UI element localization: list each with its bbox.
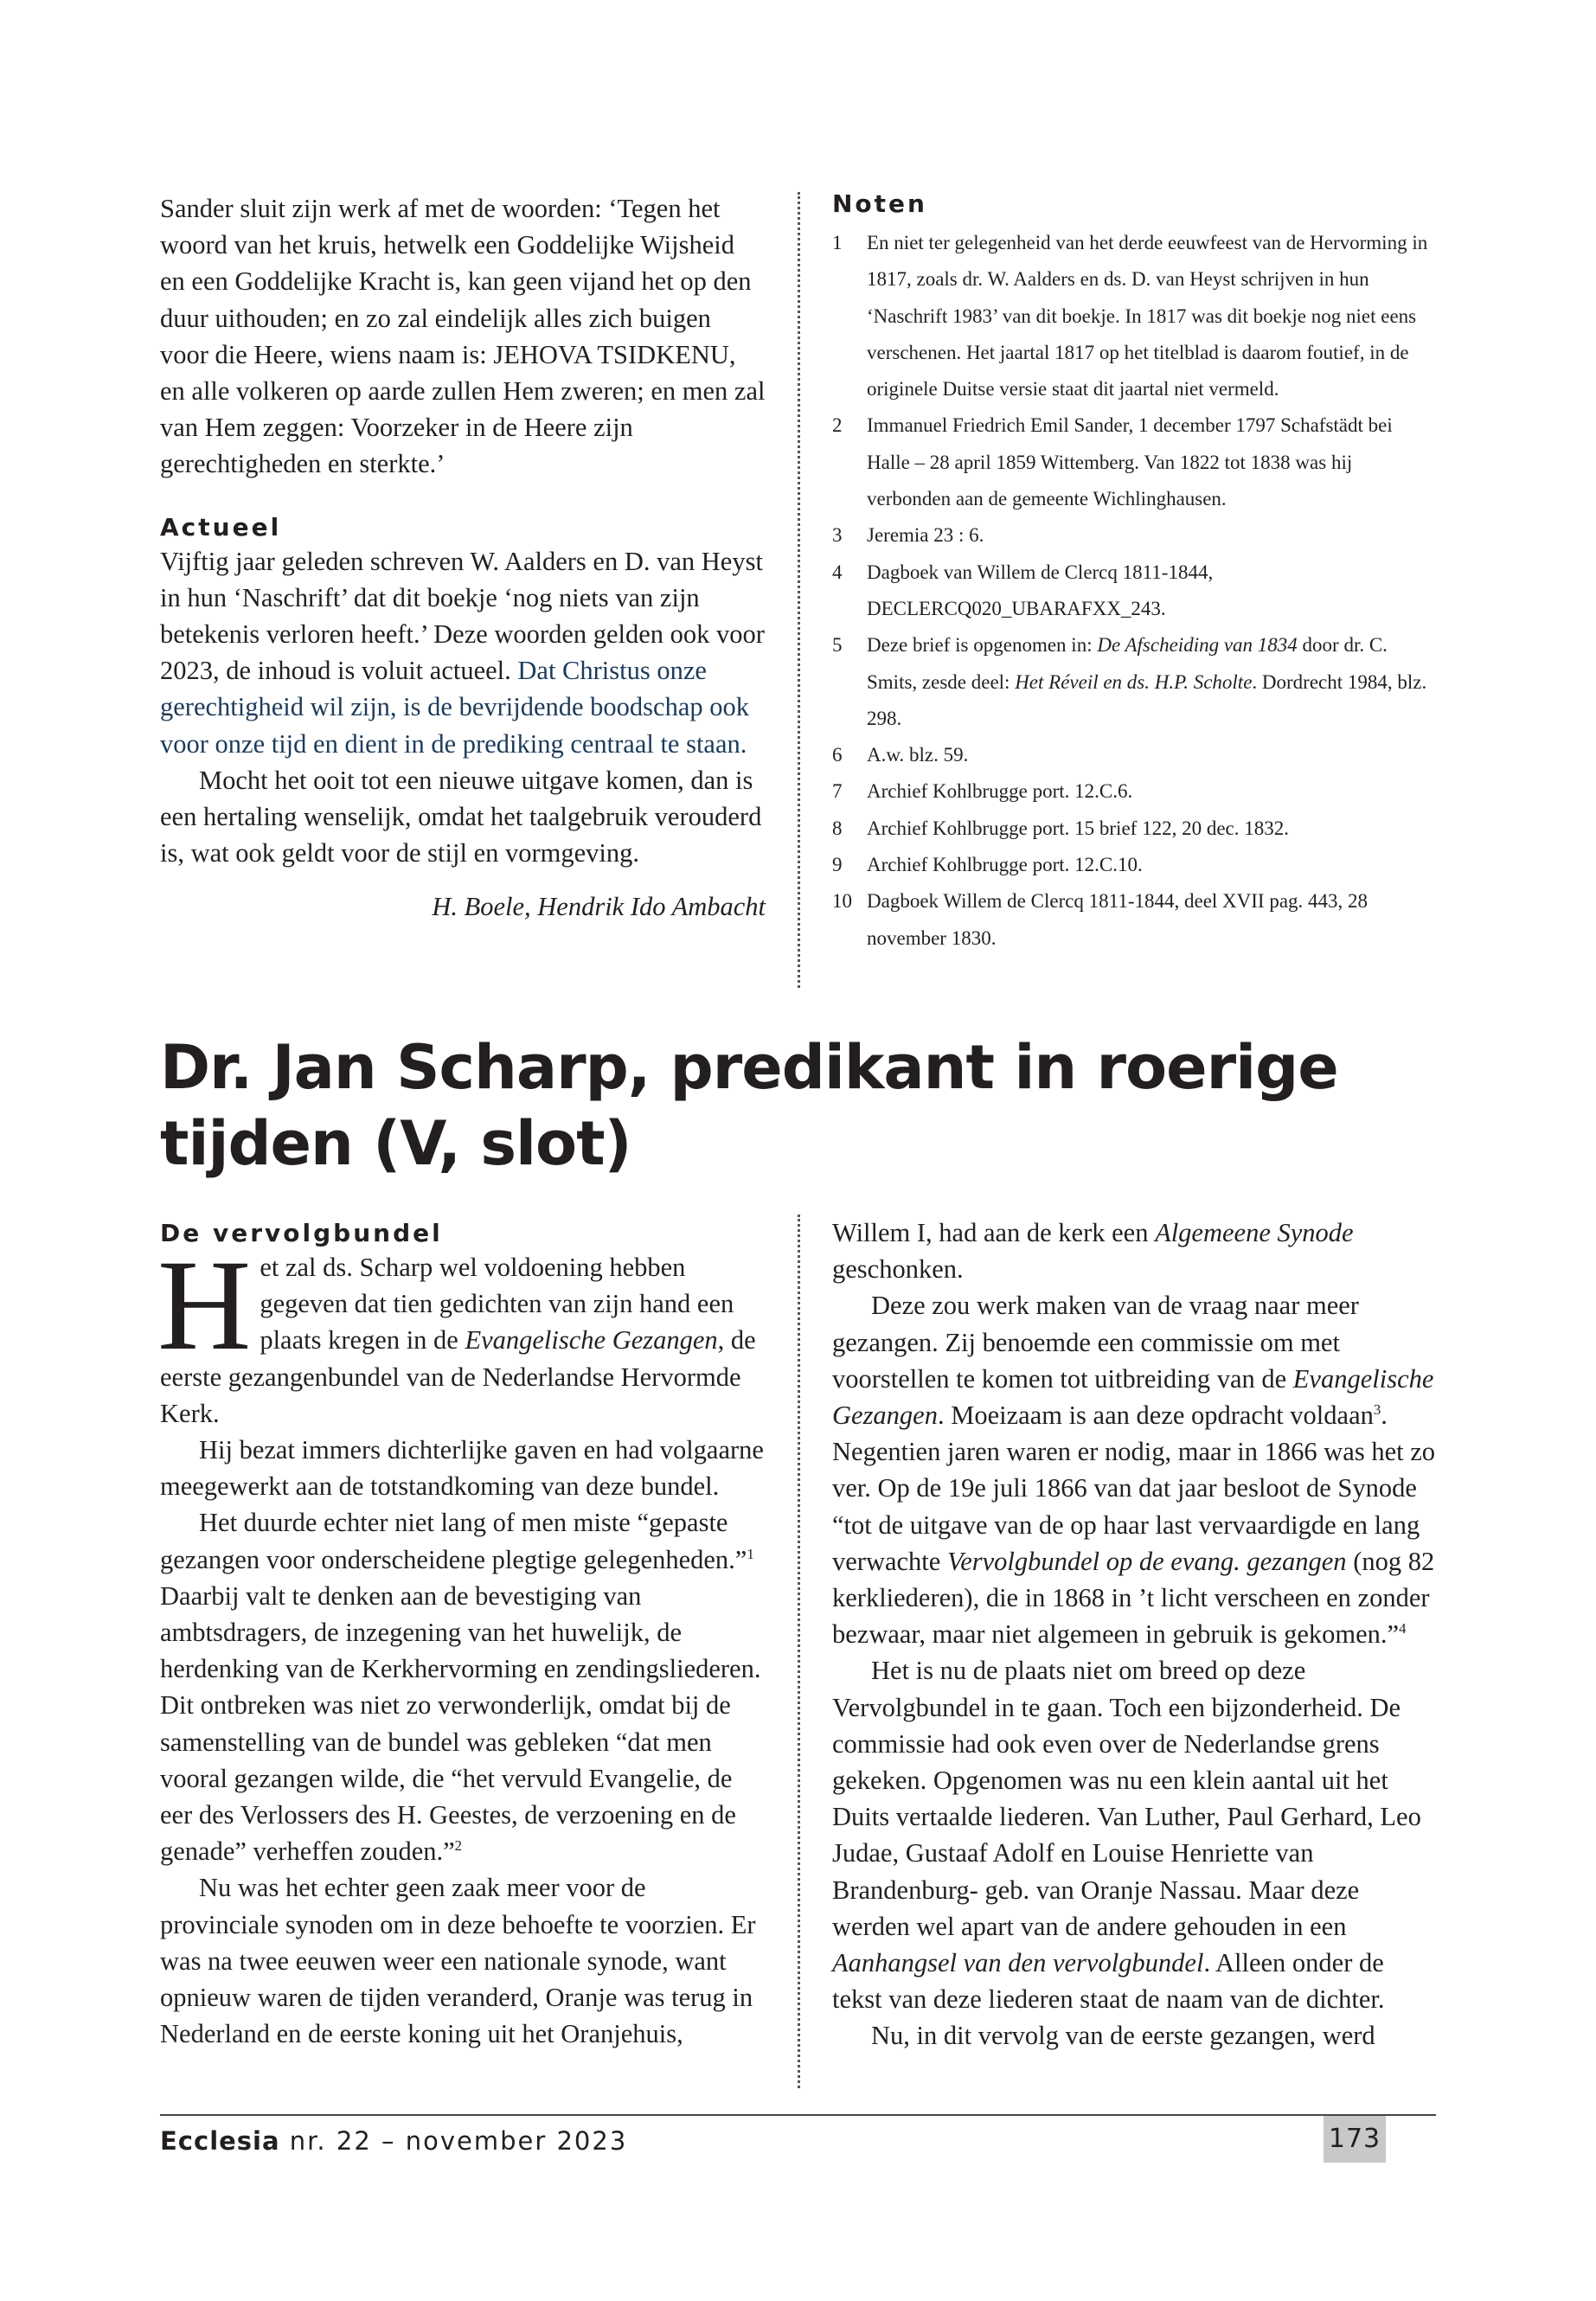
note-item: 2 Immanuel Friedrich Emil Sander, 1 december 1797 Schafstädt bei Halle – 28 april 1859 Wittemberg. Van 1822 tot 1838 was hij verbonden aan de gemeente Wichlinghausen. [832, 414, 1393, 510]
column-divider-top [798, 192, 800, 988]
note-item: 1 En niet ter gelegenheid van het derde eeuwfeest van de Hervorming in 1817, zoals dr. W. Aalders en ds. D. van Heyst schrijven in hun ‘Naschrift 1983’ van dit boekje. In 1817 was dit boekje nog niet eens verschenen. Het jaartal 1817 op het titelblad is daarom foutief, in de originele Duitse versie staat dit jaartal niet vermeld. [832, 232, 1428, 401]
footer-issue-info [160, 2126, 627, 2156]
note-item: 10 Dagboek Willem de Clercq 1811-1844, deel XVII pag. 443, 28 november 1830. [832, 890, 1368, 949]
footnote-ref[interactable]: 3 [1373, 1400, 1381, 1418]
paragraph: Deze zou werk maken van de vraag naar meer gezangen. Zij benoemde een commissie om met voorstellen te komen tot uitbreiding van de Evangelische Gezangen. Moeizaam is aan deze opdracht voldaan$^3$. Negentien jaren waren er nodig, maar in 1866 was het zo ver. Op de 19e juli 1866 van dat jaar besloot de Synode “tot de uitgave van de op haar last vervaardigde en lang verwachte Vervolgbundel op de evang. gezangen (nog 82 kerkliederen), die in 1868 in ’t licht verscheen en zonder bezwaar, maar niet algemeen in gebruik is gekomen.”$^4$ [832, 1291, 1436, 1650]
note-item: 6 A.w. blz. 59. [832, 744, 969, 766]
footnote-ref[interactable]: 1 [747, 1545, 754, 1562]
footnote-ref[interactable]: 4 [1399, 1620, 1407, 1638]
note-item: 8 Archief Kohlbrugge port. 15 brief 122, 20 dec. 1832. [832, 817, 1289, 839]
closing-paragraph: Sander sluit zijn werk af met de woorden: ‘Tegen het woord van het kruis, hetwelk een Goddelijke Wijsheid en een Goddelijke Kracht is, kan geen vijand het op den duur uithouden; en zo zal eindelijk alles zich buigen voor die Heere, wiens naam is: JEHOVA TSIDKENU, en alle volkeren op aarde zullen Hem zweren; en men zal van Hem zeggen: Voorzeker in de Heere zijn gerechtigheden en sterkte.’ [160, 194, 766, 479]
drop-cap: H [157, 1234, 252, 1377]
note-item: 4 Dagboek van Willem de Clercq 1811-1844, DECLERCQ020_UBARAFXX_243. [832, 561, 1214, 619]
notes-heading: Noten [832, 189, 927, 218]
highlighted-text[interactable]: Dat Christus onze gerechtigheid wil zijn, is de bevrijdende boodschap ook voor onze tijd en dient in de prediking centraal te staan. [160, 656, 749, 759]
paragraph: Het duurde echter niet lang of men miste “gepaste gezangen voor onderscheidene plegtige gelegenheden.”$^1$ Daarbij valt te denken aan de bevestiging van ambtsdragers, de inzegening van het huwelijk, de herdenking van de Kerkhervorming en zendingsliederen. Dit ontbreken was niet zo verwonderlijk, omdat bij de samenstelling van de bundel was gebleken “dat men vooral gezangen wilde, die “het vervuld Evangelie, de eer des Verlossers des H. Geestes, de verzoening en de genade” verheffen zouden.”$^2$ [160, 1508, 761, 1867]
issue-info: nr. 22 – november 2023 [279, 2126, 628, 2156]
paragraph: Nu was het echter geen zaak meer voor de provinciale synoden om in deze behoefte te voorzien. Er was na twee eeuwen weer een nationale synode, want opnieuw waren de tijden veranderd, Oranje was terug in Nederland en de eerste koning uit het Oranjehuis, [160, 1873, 756, 2049]
section-heading-actueel: Actueel [160, 512, 282, 542]
paragraph: Hij bezat immers dichterlijke gaven en had volgaarne meegewerkt aan de totstandkoming van deze bundel. [160, 1435, 764, 1502]
magazine-name: Ecclesia [160, 2126, 280, 2156]
article-column-left [157, 1215, 764, 2052]
paragraph: Willem I, had aan de kerk een Algemeene Synode geschonken. [832, 1218, 1354, 1285]
footer-rule [160, 2114, 1436, 2116]
article-title: Dr. Jan Scharp, predikant in roerige tijden (V, slot) [160, 1032, 1338, 1179]
footnote-ref[interactable]: 2 [454, 1837, 463, 1855]
rewrite-paragraph: Mocht het ooit tot een nieuwe uitgave komen, dan is een hertaling wenselijk, omdat het taalgebruik verouderd is, wat ook geldt voor de stijl en vormgeving. [160, 765, 762, 868]
intro-paragraph: Het zal ds. Scharp wel voldoening hebben gegeven dat tien gedichten van zijn hand een plaats kregen in de Evangelische Gezangen, de eerste gezangenbundel van de Nederlandse Hervormde Kerk. [157, 1234, 756, 1428]
paragraph: Het is nu de plaats niet om breed op deze Vervolgbundel in te gaan. Toch een bijzonderheid. De commissie had ook even over de Nederlandse grens gekeken. Opgenomen was nu een klein aantal uit het Duits vertaalde liederen. Van Luther, Paul Gerhard, Leo Judae, Gustaaf Adolf en Louise Henriette van Brandenburg- geb. van Oranje Nassau. Maar deze werden wel apart van de andere gehouden in een Aanhangsel van den vervolgbundel. Alleen onder de tekst van deze liederen staat de naam van de dichter. [832, 1656, 1421, 2015]
note-item: 5 Deze brief is opgenomen in: De Afscheiding van 1834 door dr. C. Smits, zesde deel: Het Réveil en ds. H.P. Scholte. Dordrecht 1984, blz. 298. [832, 634, 1427, 729]
actueel-paragraph: Vijftig jaar geleden schreven W. Aalders en D. van Heyst in hun ‘Naschrift’ dat dit boekje ‘nog niets van zijn betekenis verloren heeft.’ Deze woorden gelden ook voor 2023, de inhoud is voluit actueel. Dat Christus onze gerechtigheid wil zijn, is de bevrijdende boodschap ook voor onze tijd en dient in de prediking centraal te staan. [160, 546, 765, 759]
article-column-right [832, 1215, 1436, 2054]
paragraph: Nu, in dit vervolg van de eerste gezangen, werd [871, 2021, 1375, 2051]
note-item: 9 Archief Kohlbrugge port. 12.C.10. [832, 854, 1143, 876]
notes-section [832, 189, 1438, 957]
page-number: 173 [1324, 2116, 1386, 2163]
note-item: 7 Archief Kohlbrugge port. 12.C.6. [832, 780, 1133, 803]
author-signature: H. Boele, Hendrik Ido Ambacht [432, 892, 766, 922]
column-divider-bottom [798, 1215, 800, 2088]
note-item: 3 Jeremia 23 : 6. [832, 524, 984, 547]
subheading-vervolgbundel: De vervolgbundel [160, 1219, 443, 1247]
top-left-column [160, 190, 766, 926]
